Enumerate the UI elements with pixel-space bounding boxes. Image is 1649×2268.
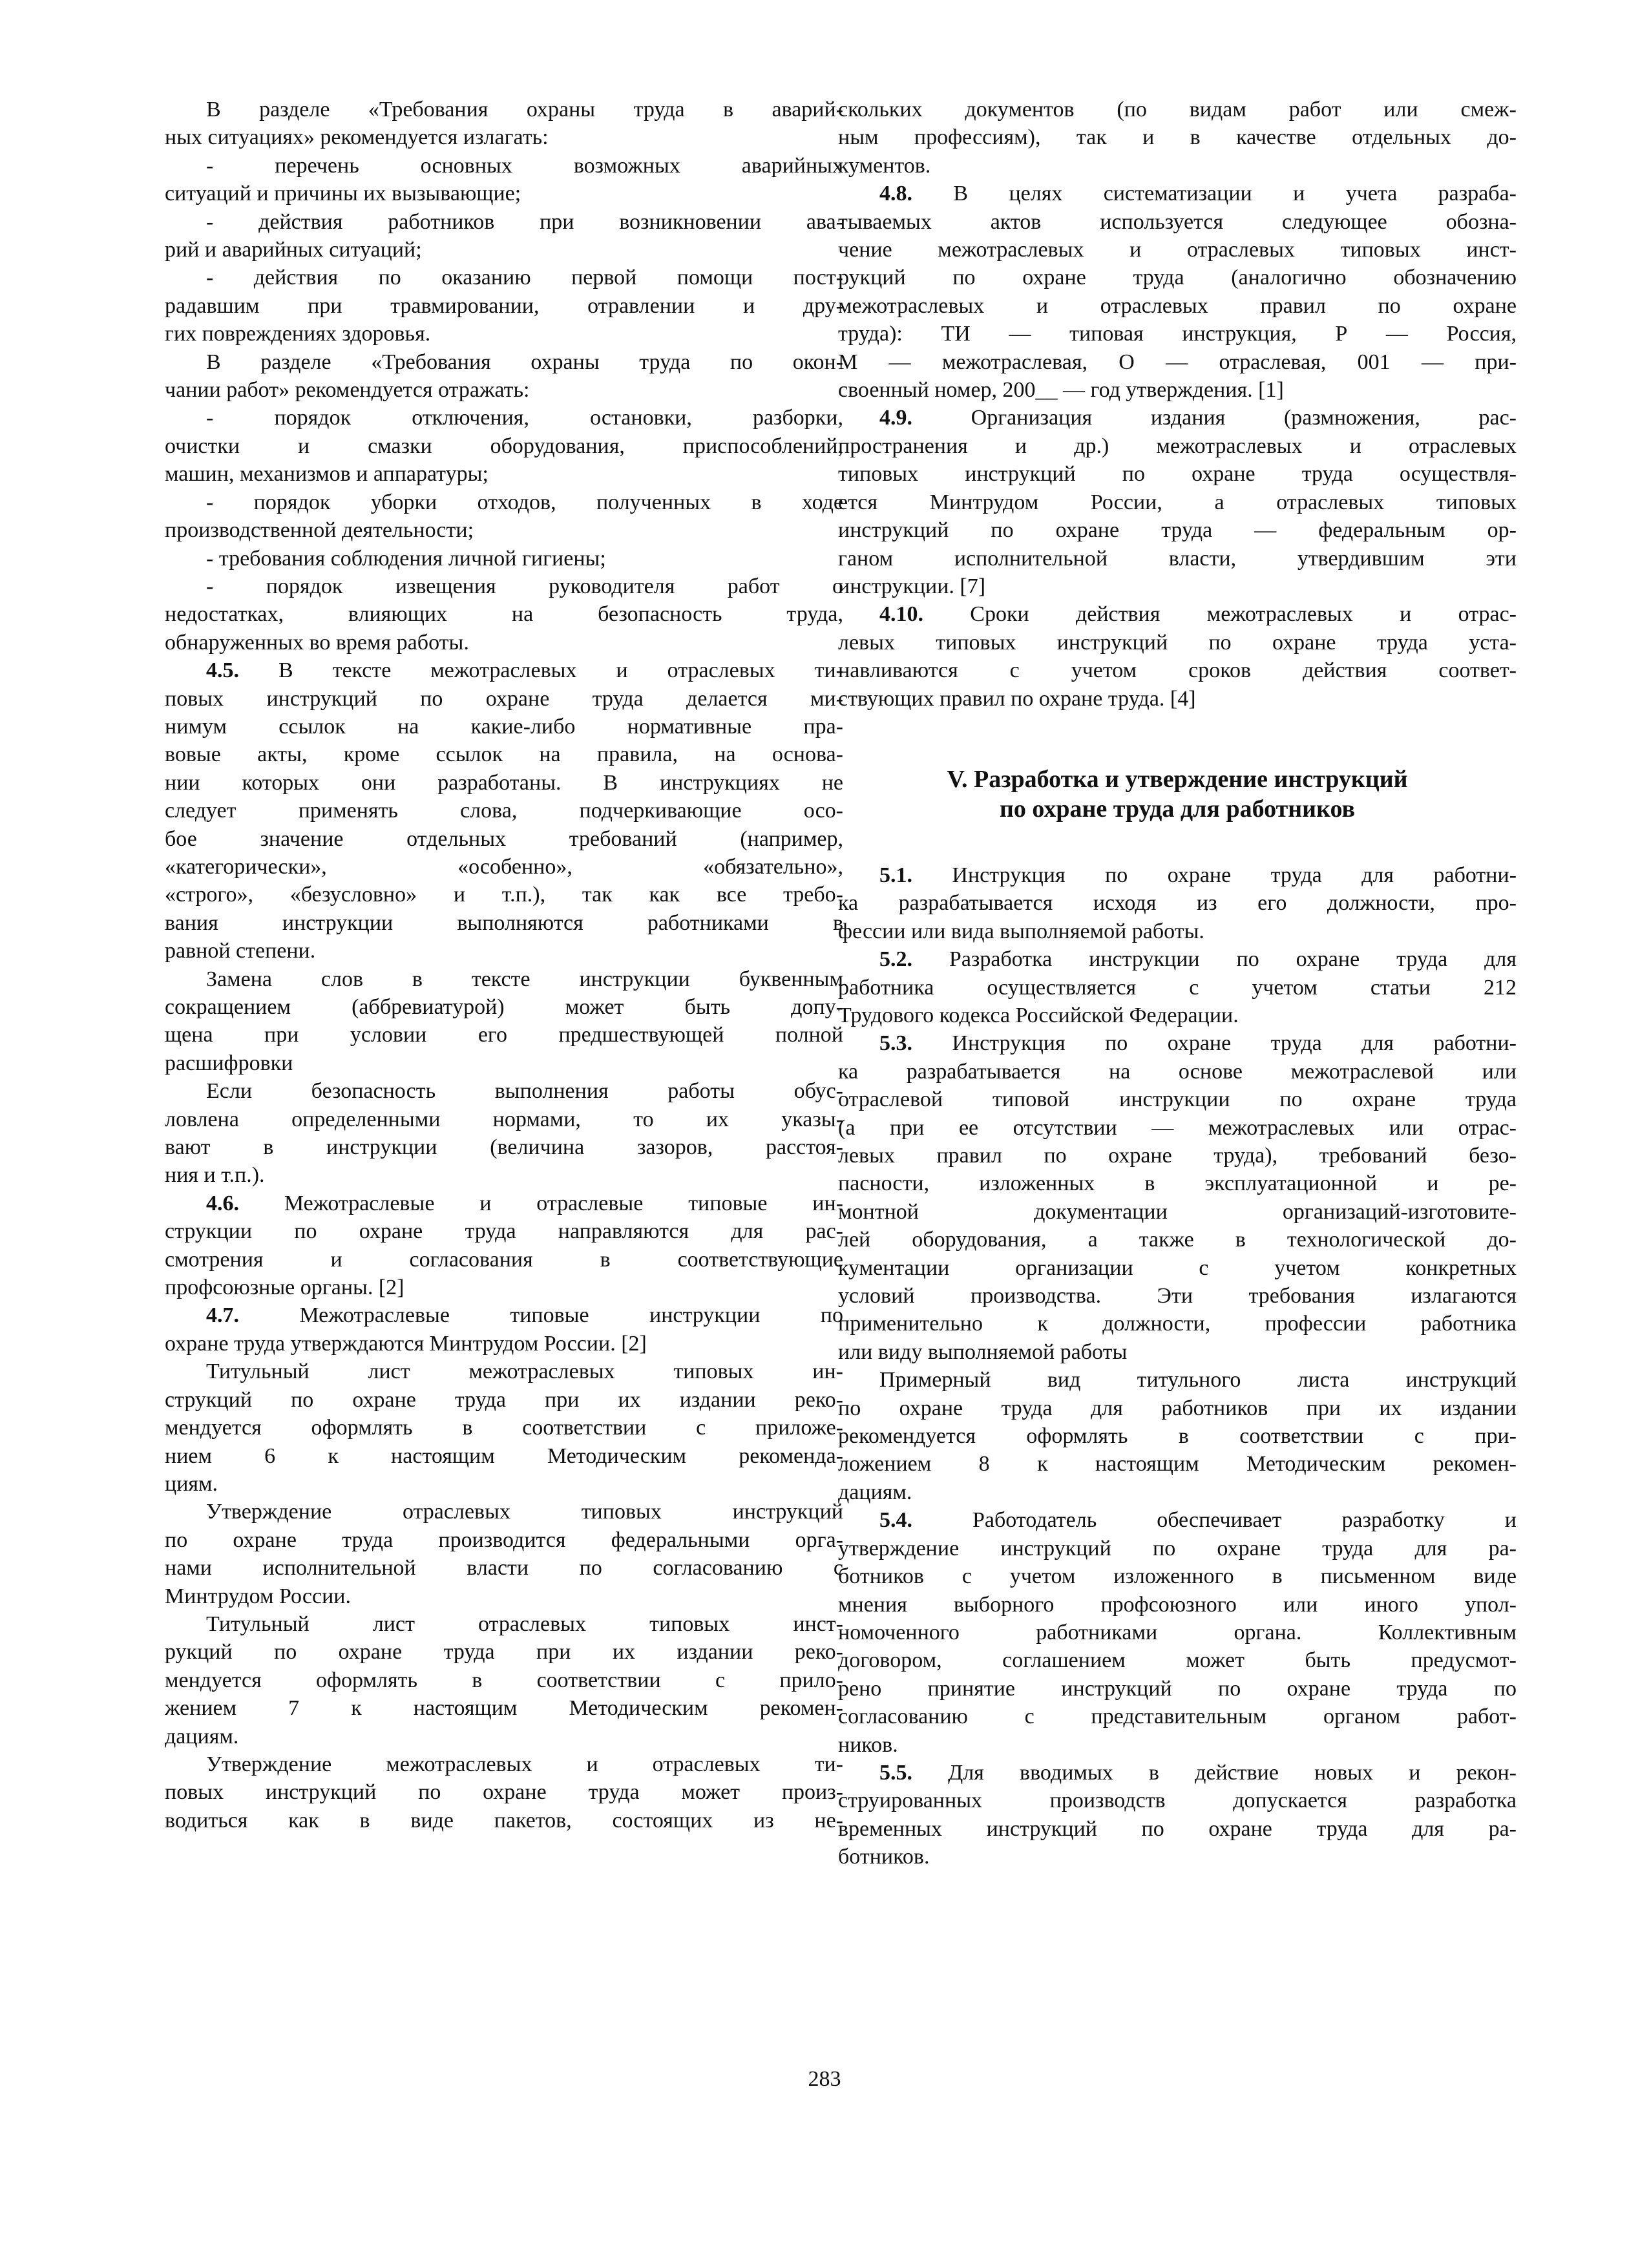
paragraph-line: отраслевой типовой инструкции по охране труда [838,1087,1517,1112]
paragraph-line: (а при ее отсутствии — межотраслевых или отрас- [838,1115,1517,1140]
paragraph-line: щена при условии его предшествующей полной [165,1023,843,1047]
line-text: Работодатель обеспечивает разработку и [912,1508,1517,1533]
paragraph-line: ложением 8 к настоящим Методическим рекомен- [838,1452,1517,1476]
paragraph-line: вовые акты, кроме ссылок на правила, на основа- [165,742,843,767]
paragraph-line: ка разрабатывается на основе межотраслевой или [838,1059,1517,1084]
page-number: 283 [808,2067,841,2091]
paragraph-line: - действия работников при возникновении ава- [206,209,843,234]
paragraph-line: левых типовых инструкций по охране труда уста- [838,630,1517,655]
paragraph-line: смотрения и согласования в соответствующие [165,1247,843,1272]
paragraph-line: В разделе «Требования охраны труда по окон- [206,350,843,374]
paragraph [165,1077,843,1190]
clause-number: 5.1. [879,863,912,887]
paragraph-line: скольких документов (по видам работ или смеж- [838,98,1517,121]
paragraph [165,264,843,348]
paragraph-line: ганом исполнительной власти, утвердившим эти [838,546,1517,571]
line-text: Организация издания (размножения, рас- [912,406,1517,430]
paragraph-line: струкций по охране труда при их издании реко- [165,1387,843,1412]
paragraph [165,572,843,656]
paragraph [165,1301,843,1358]
paragraph-line: повых инструкций по охране труда может произ- [165,1780,843,1805]
paragraph-line: равной степени. [165,939,316,963]
paragraph [838,600,1517,713]
clause-number: 4.9. [879,406,912,430]
paragraph-line: В разделе «Требования охраны труда в аварий- [206,98,843,121]
paragraph-line: мендуется оформлять в соответствии с приложе- [165,1416,843,1440]
clause-number: 4.10. [879,602,923,627]
paragraph-line: ным профессиям), так и в качестве отдельных до- [838,125,1517,150]
right-column [838,96,1517,1871]
line-text: Инструкция по охране труда для работни- [912,1031,1517,1056]
paragraph-line [838,180,1517,207]
paragraph-line: струированных производств допускается разработка [838,1789,1517,1813]
paragraph-line: инструкции. [7] [838,574,986,598]
paragraph [838,180,1517,404]
paragraph [838,1029,1517,1366]
paragraph-line: мендуется оформлять в соответствии с прило- [165,1668,843,1692]
paragraph-line: условий производства. Эти требования излагаются [838,1284,1517,1308]
paragraph-line: следует применять слова, подчеркивающие осо- [165,799,843,823]
paragraph-line: вают в инструкции (величина зазоров, расстоя- [165,1135,843,1160]
paragraph-line: дациям. [838,1480,912,1504]
paragraph-line: рекомендуется оформлять в соответствии с при- [838,1424,1517,1449]
line-text: Межотраслевые типовые инструкции по [239,1303,843,1328]
paragraph-line: Если безопасность выполнения работы обус- [206,1079,843,1104]
paragraph-line: радавшим при травмировании, отравлении и дру- [165,293,843,318]
paragraph-line: профсоюзные органы. [2] [165,1276,404,1300]
paragraph-line [838,404,1517,432]
paragraph [165,208,843,264]
paragraph [165,152,843,208]
paragraph-line: - порядок отключения, остановки, разборки, [206,406,843,430]
paragraph-line: - порядок извещения руководителя работ о [206,574,843,598]
paragraph-line: «строго», «безусловно» и т.п.), так как все требо- [165,883,843,907]
clause-number: 5.3. [879,1031,912,1056]
paragraph-line: по охране труда для работников при их издании [838,1396,1517,1420]
paragraph-line: нами исполнительной власти по согласованию с [165,1556,843,1580]
line-text: Разработка инструкции по охране труда для [912,947,1517,972]
section-heading-line-2: по охране труда для работников [999,795,1356,823]
paragraph-line: Трудового кодекса Российской Федерации. [838,1003,1239,1027]
paragraph-line: повых инструкций по охране труда делается ми- [165,686,843,711]
line-text: Для вводимых в действие новых и рекон- [912,1760,1517,1785]
paragraph-line [838,945,1517,973]
paragraph-line: недостатках, влияющих на безопасность труда, [165,602,843,627]
paragraph-line [838,1506,1517,1534]
paragraph-line: ных ситуациях» рекомендуется излагать: [165,125,549,150]
paragraph-line: Минтрудом России. [165,1584,351,1608]
right-column-bottom [838,861,1517,1871]
paragraph-line: тываемых актов используется следующее обозна- [838,209,1517,234]
paragraph-line: работника осуществляется с учетом статьи 212 [838,975,1517,1000]
paragraph-line: очистки и смазки оборудования, приспособлений, [165,434,843,458]
paragraph-line: М — межотраслевая, О — отраслевая, 001 — при- [838,350,1517,374]
paragraph-line: машин, механизмов и аппаратуры; [165,462,488,487]
paragraph-line: нием 6 к настоящим Методическим рекоменда- [165,1444,843,1468]
paragraph-line: договором, соглашением может быть предусмот- [838,1648,1517,1673]
paragraph-line: инструкций по охране труда — федеральным ор- [838,518,1517,543]
paragraph-line: рукций по охране труда при их издании реко- [165,1640,843,1664]
clause-number: 5.2. [879,947,912,972]
paragraph-line: жением 7 к настоящим Методическим рекомен- [165,1696,843,1721]
paragraph [165,1358,843,1498]
paragraph-line: ситуаций и причины их вызывающие; [165,182,521,206]
paragraph-line: рий и аварийных ситуаций; [165,238,422,262]
clause-number: 4.7. [206,1303,239,1328]
paragraph-line: кументации организации с учетом конкретных [838,1255,1517,1280]
paragraph-line [165,1190,843,1217]
paragraph-line: бое значение отдельных требований (например, [165,826,843,851]
paragraph-line: пасности, изложенных в эксплуатационной и ре- [838,1171,1517,1196]
paragraph-line: сокращением (аббревиатурой) может быть допу- [165,995,843,1019]
clause-number: 5.5. [879,1760,912,1785]
paragraph [838,1506,1517,1759]
paragraph [838,1759,1517,1871]
paragraph [165,488,843,545]
right-column-top [838,96,1517,713]
paragraph-line: ствующих правил по охране труда. [4] [838,686,1196,711]
paragraph-line: - порядок уборки отходов, полученных в ходе [206,490,843,514]
paragraph-line: навливаются с учетом сроков действия соответ- [838,658,1517,683]
paragraph-line [838,1759,1517,1787]
paragraph-line: утверждение инструкций по охране труда для ра- [838,1536,1517,1560]
paragraph-line: номоченного работниками органа. Коллективным [838,1620,1517,1644]
paragraph-line: Титульный лист межотраслевых типовых ин- [206,1360,843,1384]
paragraph-line: ников. [838,1732,898,1757]
paragraph-line [165,1301,843,1329]
paragraph-line [165,656,843,684]
section-heading-line-1: V. Разработка и утверждение инструкций [947,765,1408,793]
line-text: Межотраслевые и отраслевые типовые ин- [239,1191,843,1215]
paragraph-line [838,600,1517,628]
paragraph-line: обнаруженных во время работы. [165,630,469,655]
paragraph-line: чании работ» рекомендуется отражать: [165,378,530,403]
paragraph-line: ботников. [838,1845,930,1869]
paragraph-line: ния и т.п.). [165,1163,265,1188]
paragraph-line: - действия по оказанию первой помощи пост- [206,266,843,290]
paragraph-line: ется Минтрудом России, а отраслевых типовых [838,490,1517,514]
paragraph-line: циям. [165,1471,218,1496]
paragraph-line: дациям. [165,1724,239,1748]
paragraph-line: ка разрабатывается исходя из его должности, про- [838,891,1517,916]
paragraph-line [838,861,1517,889]
paragraph-line: типовых инструкций по охране труда осуществля- [838,462,1517,487]
paragraph-line: фессии или вида выполняемой работы. [838,919,1204,943]
paragraph-line: своенный номер, 200__ — год утверждения. [1] [838,378,1284,403]
paragraph-line: по охране труда производится федеральными орга- [165,1528,843,1552]
paragraph [165,96,843,152]
paragraph-line: - перечень основных возможных аварийных [206,153,843,178]
paragraph-line: - требования соблюдения личной гигиены; [206,546,606,571]
paragraph-line: струкции по охране труда направляются для рас- [165,1219,843,1244]
paragraph-line: рукций по охране труда (аналогично обозначению [838,266,1517,290]
paragraph [838,861,1517,945]
paragraph [165,1498,843,1610]
paragraph [165,965,843,1078]
paragraph [165,656,843,965]
paragraph-line: Утверждение межотраслевых и отраслевых ти- [206,1752,843,1776]
paragraph-line: чение межотраслевых и отраслевых типовых инст- [838,238,1517,262]
paragraph [165,545,843,572]
paragraph-line: рено принятие инструкций по охране труда по [838,1676,1517,1701]
clause-number: 4.8. [879,182,912,206]
paragraph-line: Замена слов в тексте инструкции буквенным [206,967,843,991]
paragraph-line: производственной деятельности; [165,518,474,543]
line-text: В целях систематизации и учета разраба- [912,182,1517,206]
paragraph [165,1190,843,1302]
paragraph-line: расшифровки [165,1051,293,1075]
paragraph-line: гих повреждениях здоровья. [165,322,431,346]
paragraph [165,348,843,404]
paragraph-line: мнения выборного профсоюзного или иного упол- [838,1592,1517,1617]
paragraph-line: Титульный лист отраслевых типовых инст- [206,1612,843,1636]
line-text: Инструкция по охране труда для работни- [912,863,1517,887]
paragraph [165,404,843,488]
paragraph-line: вания инструкции выполняются работниками в [165,910,843,935]
paragraph-line: ботников с учетом изложенного в письменном виде [838,1564,1517,1589]
clause-number: 4.5. [206,658,239,683]
paragraph-line: Утверждение отраслевых типовых инструкций [206,1500,843,1524]
paragraph-line: труда): ТИ — типовая инструкция, Р — Россия, [838,322,1517,346]
paragraph-line: лей оборудования, а также в технологической до- [838,1228,1517,1252]
paragraph-line: согласованию с представительным органом работ- [838,1705,1517,1729]
paragraph [838,1366,1517,1506]
paragraph [165,1610,843,1750]
paragraph-line: временных инструкций по охране труда для ра- [838,1816,1517,1841]
paragraph-line: кументов. [838,153,931,178]
paragraph-line: левых правил по охране труда), требований безо- [838,1144,1517,1168]
paragraph-line: охране труда утверждаются Минтрудом России. [2] [165,1331,647,1356]
paragraph [838,96,1517,180]
paragraph [838,404,1517,600]
paragraph-line: нимум ссылок на какие-либо нормативные пра- [165,714,843,739]
paragraph-line: нии которых они разработаны. В инструкциях не [165,770,843,795]
line-text: Сроки действия межотраслевых и отрас- [923,602,1517,627]
paragraph [165,1750,843,1834]
paragraph-line: или виду выполняемой работы [838,1339,1128,1364]
line-text: В тексте межотраслевых и отраслевых ти- [239,658,843,683]
paragraph-line: водиться как в виде пакетов, состоящих из не- [165,1808,843,1832]
paragraph-line: применительно к должности, профессии работника [838,1312,1517,1336]
clause-number: 5.4. [879,1508,912,1533]
clause-number: 4.6. [206,1191,239,1215]
paragraph-line: Примерный вид титульного листа инструкций [879,1368,1517,1392]
paragraph-line: межотраслевых и отраслевых правил по охране [838,293,1517,318]
paragraph-line: ловлена определенными нормами, то их указы- [165,1107,843,1131]
section-heading [838,764,1517,824]
paragraph-line: «категорически», «особенно», «обязательно», [165,854,843,879]
paragraph-line: монтной документации организаций-изготовите- [838,1199,1517,1224]
left-column [165,96,843,1834]
paragraph [838,945,1517,1029]
paragraph-line [838,1029,1517,1057]
paragraph-line: пространения и др.) межотраслевых и отраслевых [838,434,1517,458]
